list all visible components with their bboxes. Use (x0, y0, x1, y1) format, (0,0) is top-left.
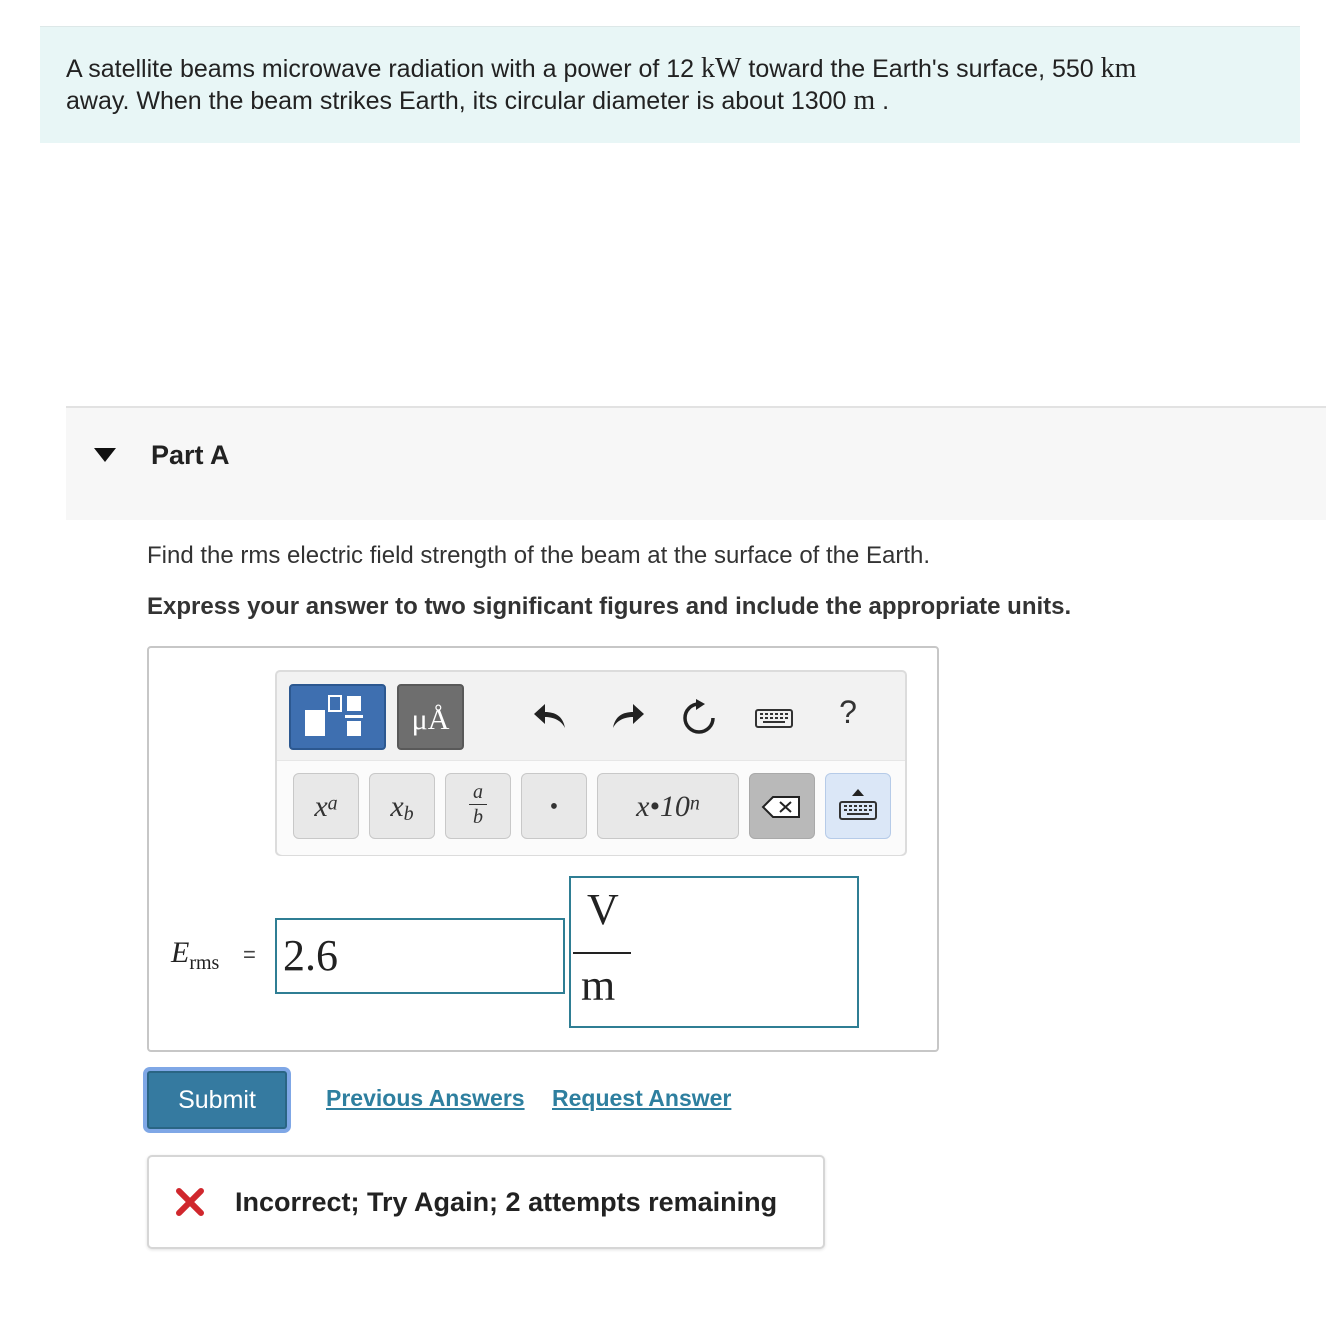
problem-text-1: A satellite beams microwave radiation with a power of 12 (66, 55, 702, 83)
reset-icon[interactable] (679, 698, 719, 738)
request-answer-link[interactable]: Request Answer (552, 1085, 732, 1111)
submit-button[interactable]: Submit (147, 1071, 287, 1129)
fraction-denominator: b (473, 806, 483, 828)
math-keys-row (277, 760, 905, 855)
answer-panel (147, 646, 939, 1052)
part-title: Part A (151, 440, 230, 470)
templates-button[interactable] (289, 684, 386, 750)
answer-row (149, 876, 939, 1036)
part-header[interactable] (66, 406, 1326, 520)
templates-icon (291, 686, 384, 748)
subscript-sub: b (403, 803, 414, 826)
superscript-exp: a (327, 792, 338, 815)
unit-distance: km (1100, 53, 1137, 84)
show-keyboard-key[interactable] (825, 773, 891, 839)
dot-glyph: • (549, 794, 559, 820)
variable-subscript: rms (189, 952, 220, 974)
redo-icon[interactable] (607, 698, 647, 738)
sci-notation-exp: n (689, 792, 700, 815)
value-input[interactable]: 2.6 (275, 918, 565, 994)
sci-notation-key[interactable] (597, 773, 739, 839)
subscript-base: x (390, 790, 404, 823)
math-toolbar (275, 670, 907, 856)
backspace-icon (761, 795, 803, 819)
problem-text-4: . (875, 87, 890, 115)
superscript-base: x (314, 790, 328, 823)
problem-statement (40, 26, 1300, 143)
collapse-triangle-icon[interactable] (94, 448, 116, 462)
unit-input[interactable] (569, 876, 859, 1028)
unit-denominator: m (581, 961, 616, 1010)
instruction-text: Express your answer to two significant figures and include the appropriate units. (147, 593, 1072, 620)
answer-variable-label (171, 936, 219, 975)
incorrect-x-icon (175, 1187, 205, 1217)
fraction-key[interactable] (445, 773, 511, 839)
sci-notation-base: x•10 (636, 790, 690, 823)
problem-text-3: away. When the beam strikes Earth, its circular diameter is about 1300 (66, 87, 854, 115)
undo-icon[interactable] (531, 698, 571, 738)
unit-diameter: m (853, 85, 876, 116)
question-text: Find the rms electric field strength of the beam at the surface of the Earth. (147, 542, 931, 569)
feedback-box (147, 1155, 825, 1249)
keyboard-shortcuts-icon[interactable] (753, 698, 795, 738)
unit-fraction-bar (573, 952, 631, 954)
dot-key[interactable] (521, 773, 587, 839)
units-button[interactable]: μÅ (397, 684, 464, 750)
unit-power: kW (701, 53, 742, 84)
subscript-key[interactable] (369, 773, 435, 839)
backspace-key[interactable] (749, 773, 815, 839)
keyboard-toggle-icon (836, 784, 880, 830)
problem-text-2: toward the Earth's surface, 550 (741, 55, 1101, 83)
previous-answers-link[interactable]: Previous Answers (326, 1085, 525, 1111)
fraction-numerator: a (473, 781, 483, 803)
help-button[interactable]: ? (839, 694, 857, 730)
fraction-bar (469, 804, 487, 805)
feedback-message: Incorrect; Try Again; 2 attempts remaining (235, 1187, 778, 1217)
equals-sign: = (243, 942, 256, 967)
unit-numerator: V (587, 885, 619, 934)
superscript-key[interactable] (293, 773, 359, 839)
variable-symbol: E (171, 936, 190, 969)
